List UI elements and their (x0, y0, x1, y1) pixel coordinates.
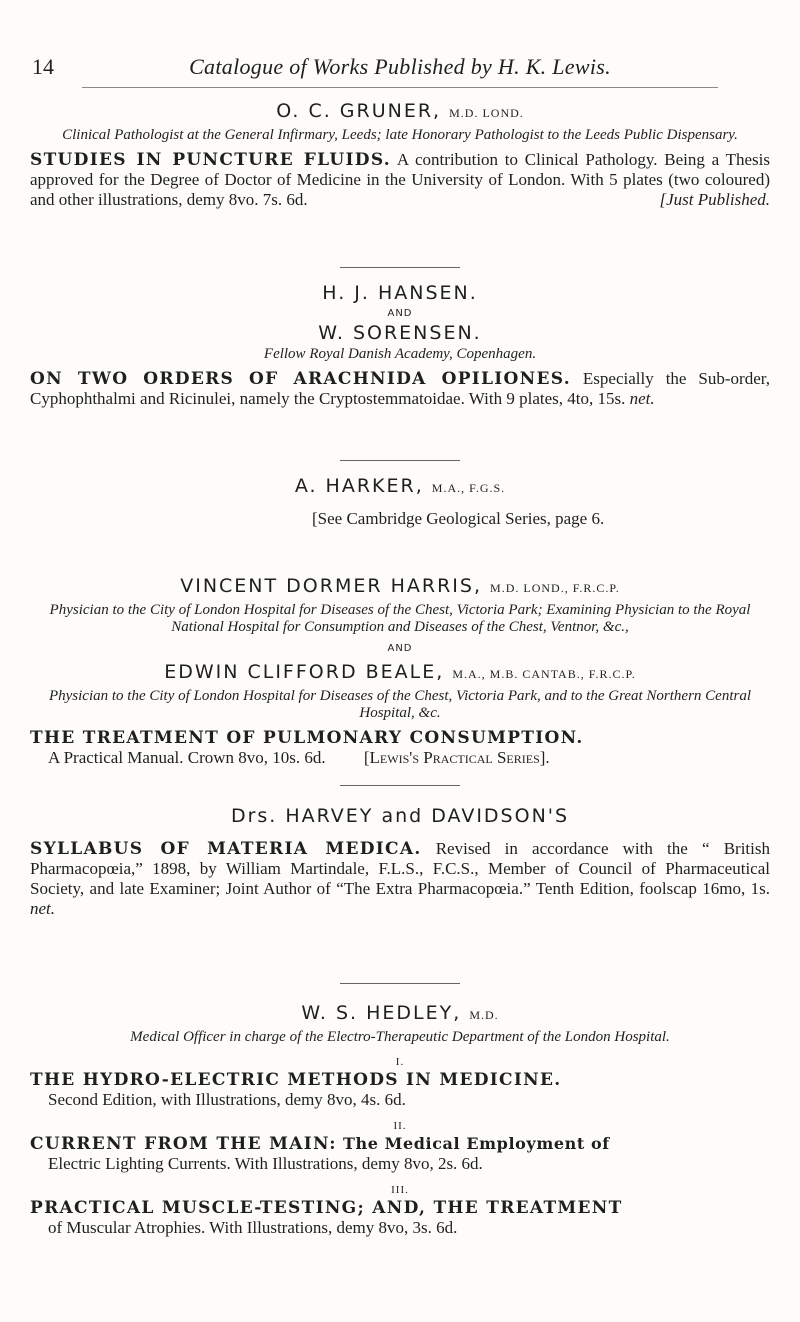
and-connector: AND (387, 308, 413, 319)
book-description: Revised in accordance with the “ British Pharmacopœia,” 1898, by William Martindale, F.L.S., F.C.S., Member of Council of Pharmaceutical Society, and late Examiner; Joint Author of “The Extra Pharmacopœia.” Tenth Edition, foolscap 16mo, 1s. (30, 839, 770, 898)
book-title: STUDIES IN PUNCTURE FLUIDS. (30, 150, 392, 170)
author-description: Clinical Pathologist at the General Infirmary, Leeds; late Honorary Pathologist to the Leeds Public Dispensary. (62, 127, 738, 143)
item-numeral: III. (391, 1184, 409, 1196)
book-description: Second Edition, with Illustrations, demy 8vo, 4s. 6d. (48, 1090, 406, 1109)
author-name: Drs. HARVEY and DAVIDSON'S (230, 805, 570, 827)
book-title: THE TREATMENT OF PULMONARY CONSUMPTION. (30, 728, 584, 748)
book-description: A Practical Manual. Crown 8vo, 10s. 6d. (48, 748, 326, 767)
header-rule (82, 87, 718, 88)
page-header (18, 54, 782, 94)
author-name: H. J. HANSEN. (322, 282, 478, 304)
page-number: 14 (32, 54, 54, 79)
author-heading (30, 475, 770, 499)
book-title: SYLLABUS OF MATERIA MEDICA. (30, 839, 422, 859)
separator-rule (340, 460, 460, 461)
item-numeral: I. (395, 1056, 405, 1068)
price-net: net. (30, 899, 56, 918)
author-heading (30, 100, 770, 124)
author-name: W. S. HEDLEY, (301, 1002, 462, 1024)
author-degrees: M.A., F.G.S. (431, 481, 506, 495)
and-connector: AND (387, 643, 413, 654)
book-description: of Muscular Atrophies. With Illustrations, demy 8vo, 3s. 6d. (48, 1218, 458, 1237)
author-degrees: M.D. LOND. (449, 106, 524, 120)
separator-rule (340, 267, 460, 268)
running-head: Catalogue of Works Published by H. K. Lewis. (189, 54, 611, 79)
author-name: W. SORENSEN. (318, 322, 482, 344)
separator-rule (340, 785, 460, 786)
entry-hansen-sorensen (30, 282, 770, 409)
author-description: Fellow Royal Danish Academy, Copenhagen. (263, 346, 537, 362)
book-entry (30, 369, 770, 409)
item-numeral: II. (393, 1120, 407, 1132)
book-entry (30, 839, 770, 919)
book-details (30, 748, 770, 768)
book-title-line (30, 1134, 770, 1154)
book-description: Especially the Sub-order, Cyphophthalmi and Ricinulei, namely the Cryptostemmatoidae. With 9 plates, 4to, 15s. (30, 369, 770, 408)
book-entry (30, 1134, 770, 1174)
book-entry (30, 728, 770, 768)
author-name: VINCENT DORMER HARRIS, (180, 575, 482, 597)
entry-harvey-davidson (30, 805, 770, 919)
series-note: [Lewis's Practical Series]. (363, 748, 550, 767)
author-name: EDWIN CLIFFORD BEALE, (164, 661, 445, 683)
book-title: PRACTICAL MUSCLE-TESTING; AND, THE TREATMENT (30, 1198, 623, 1218)
entry-harker (30, 475, 770, 529)
book-title: CURRENT FROM THE MAIN: (30, 1134, 337, 1154)
author-degrees: M.D. LOND., F.R.C.P. (490, 581, 620, 595)
author-heading (30, 575, 770, 599)
book-description: A contribution to Clinical Pathology. Being a Thesis approved for the Degree of Doctor of Medicine in the University of London. With 5 plates (two coloured) and other illustrations, demy 8vo. 7s. 6d. (30, 150, 770, 209)
book-subtitle: The Medical Employment of (336, 1134, 610, 1153)
book-entry (30, 150, 770, 210)
author-description: Medical Officer in charge of the Electro-Therapeutic Department of the London Hospital. (130, 1029, 670, 1045)
separator-rule (340, 983, 460, 984)
author-description: Physician to the City of London Hospital for Diseases of the Chest, Victoria Park, and to the Great Northern Central Hospital, &c. (48, 688, 752, 721)
author-degrees: M.D. (469, 1008, 499, 1022)
cross-reference: [See Cambridge Geological Series, page 6. (312, 509, 605, 528)
book-entry (30, 1070, 770, 1110)
entry-gruner (30, 100, 770, 210)
author-heading (30, 661, 770, 685)
price-net: net. (629, 389, 655, 408)
book-title: ON TWO ORDERS OF ARACHNIDA OPILIONES. (30, 369, 571, 389)
entry-harris-beale (30, 575, 770, 768)
book-entry (30, 1198, 770, 1238)
author-degrees: M.A., M.B. CANTAB., F.R.C.P. (452, 667, 636, 681)
author-description: Physician to the City of London Hospital for Diseases of the Chest, Victoria Park; Examining Physician to the Royal National Hospital for Consumption and Diseases of the Chest, Ventnor, &c., (49, 602, 751, 635)
author-name: A. HARKER, (294, 475, 424, 497)
book-title: THE HYDRO-ELECTRIC METHODS IN MEDICINE. (30, 1070, 562, 1090)
author-name: O. C. GRUNER, (276, 100, 442, 122)
book-description: Electric Lighting Currents. With Illustrations, demy 8vo, 2s. 6d. (48, 1154, 483, 1173)
author-heading (30, 1002, 770, 1026)
publication-note: [Just Published. (659, 190, 770, 209)
entry-hedley (30, 1002, 770, 1238)
